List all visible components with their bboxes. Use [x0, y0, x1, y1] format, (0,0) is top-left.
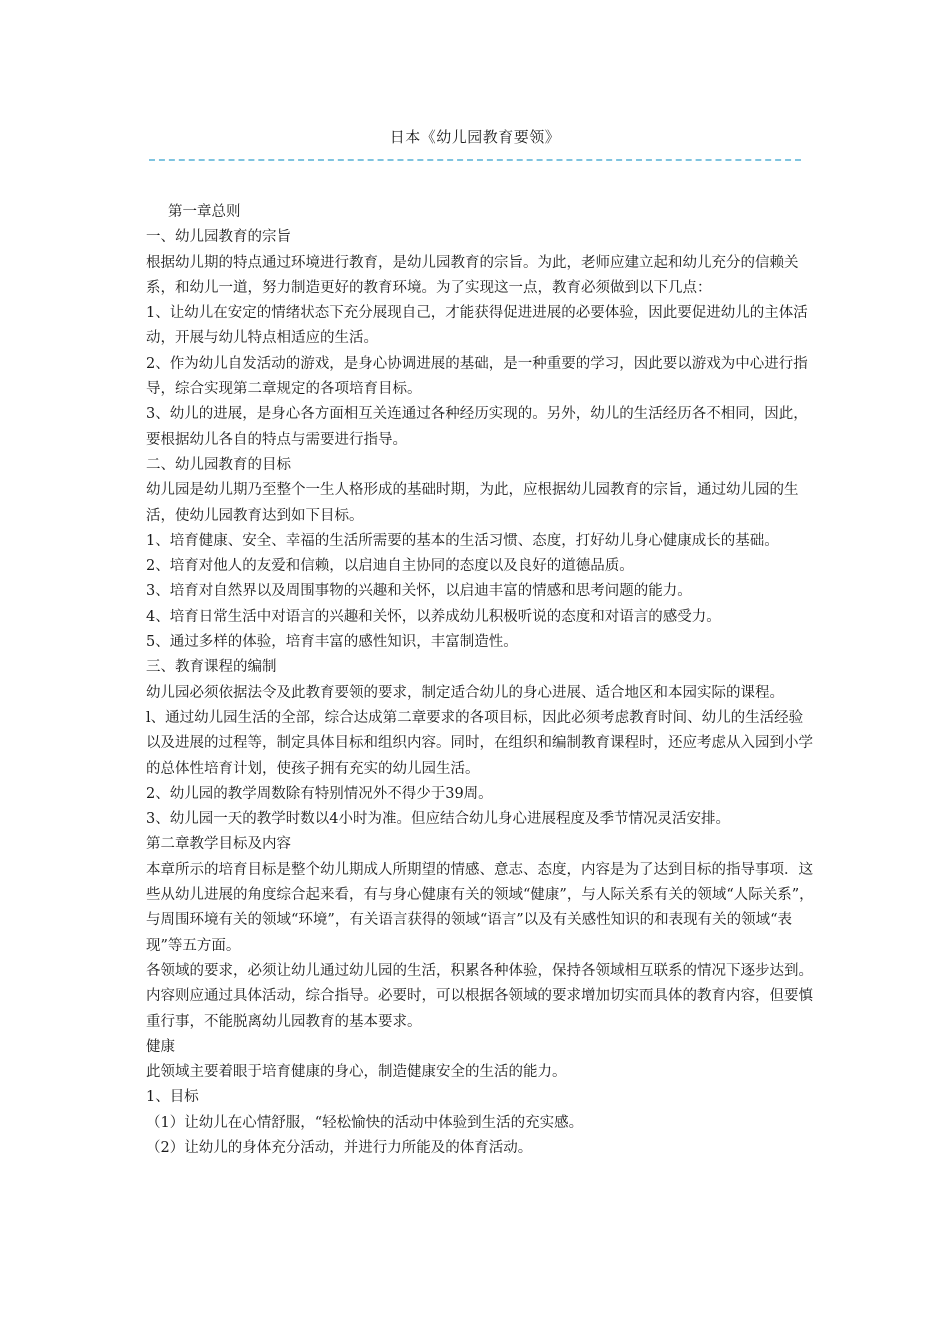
- body-paragraph: 第一章总则: [168, 204, 241, 220]
- body-paragraph: 2、作为幼儿自发活动的游戏，是身心协调进展的基础，是一种重要的学习，因此要以游戏为中心进行指导，综合实现第二章规定的各项培育目标。: [146, 355, 808, 398]
- body-paragraph: 第二章教学目标及内容: [146, 836, 291, 853]
- body-paragraph: l、通过幼儿园生活的全部，综合达成第二章要求的各项目标，因此必须考虑教育时间、幼儿的生活经验以及进展的过程等，制定具体目标和组织内容。同时，在组织和编制教育课程时，还应考虑从入园到小学的总体性培育计划，使孩子拥有充实的幼儿园生活。: [146, 709, 813, 777]
- body-paragraph: 健康: [146, 1038, 175, 1055]
- body-paragraph: 本章所示的培育目标是整个幼儿期成人所期望的情感、意志、态度，内容是为了达到目标的指导事项．这些从幼儿进展的角度综合起来看，有与身心健康有关的领域“健康”，与人际关系有关的领域“人际关系”，与周围环境有关的领域“环境”，有关语言获得的领域“语言”以及有关感性知识的和表现有关的领域“表现”等五方面。: [146, 861, 814, 954]
- body-paragraph: 3、幼儿的进展，是身心各方面相互关连通过各种经历实现的。另外，幼儿的生活经历各不相同，因此，要根据幼儿各自的特点与需要进行指导。: [146, 406, 808, 448]
- body-paragraph: 一、幼儿园教育的宗旨: [146, 229, 291, 246]
- body-paragraph: 根据幼儿期的特点通过环境进行教育，是幼儿园教育的宗旨。为此，老师应建立起和幼儿充分的信赖关系，和幼儿一道，努力制造更好的教育环境。为了实现这一点，教育必须做到以下几点：: [146, 254, 799, 296]
- body-paragraph: 3、培育对自然界以及周围事物的兴趣和关怀，以启迪丰富的情感和思考问题的能力。: [146, 583, 692, 600]
- body-paragraph: 2、培育对他人的友爱和信赖，以启迪自主协同的态度以及良好的道德品质。: [146, 558, 634, 575]
- body-paragraph: 1、目标: [146, 1089, 199, 1106]
- body-paragraph: 1、让幼儿在安定的情绪状态下充分展现自己，才能获得促进进展的必要体验，因此要促进幼儿的主体活动，开展与幼儿特点相适应的生活。: [146, 305, 808, 347]
- title-divider: [149, 159, 801, 161]
- body-paragraph: 各领域的要求，必须让幼儿通过幼儿园的生活，积累各种体验，保持各领域相互联系的情况下逐步达到。内容则应通过具体活动，综合指导。必要时，可以根据各领域的要求增加切实而具体的教育内容，但要慎重行事，不能脱离幼儿园教育的基本要求。: [146, 962, 813, 1030]
- body-paragraph: 5、通过多样的体验，培育丰富的感性知识，丰富制造性。: [146, 634, 518, 651]
- body-paragraph: 三、教育课程的编制: [146, 659, 277, 676]
- document-body: [146, 200, 816, 1161]
- body-paragraph: 1、培育健康、安全、幸福的生活所需要的基本的生活习惯、态度，打好幼儿身心健康成长的基础。: [146, 532, 779, 549]
- body-paragraph: 幼儿园是幼儿期乃至整个一生人格形成的基础时期，为此，应根据幼儿园教育的宗旨，通过幼儿园的生活，使幼儿园教育达到如下目标。: [146, 482, 799, 524]
- body-paragraph: （2）让幼儿的身体充分活动，并进行力所能及的体育活动。: [146, 1139, 533, 1156]
- body-paragraph: 4、培育日常生活中对语言的兴趣和关怀，以养成幼儿积极听说的态度和对语言的感受力。: [146, 608, 721, 625]
- body-paragraph: 3、幼儿园一天的教学时数以4小时为准。但应结合幼儿身心进展程度及季节情况灵活安排。: [146, 811, 730, 828]
- body-paragraph: （1）让幼儿在心情舒服，“轻松愉快的活动中体验到生活的充实感。: [146, 1114, 584, 1131]
- document-title: 日本《幼儿园教育要领》: [389, 128, 561, 146]
- body-paragraph: 2、幼儿园的教学周数除有特别情况外不得少于39周。: [146, 785, 493, 802]
- body-paragraph: 二、幼儿园教育的目标: [146, 456, 291, 473]
- body-paragraph: 幼儿园必须依据法令及此教育要领的要求，制定适合幼儿的身心进展、适合地区和本园实际的课程。: [146, 684, 784, 701]
- body-paragraph: 此领域主要着眼于培育健康的身心，制造健康安全的生活的能力。: [146, 1064, 567, 1081]
